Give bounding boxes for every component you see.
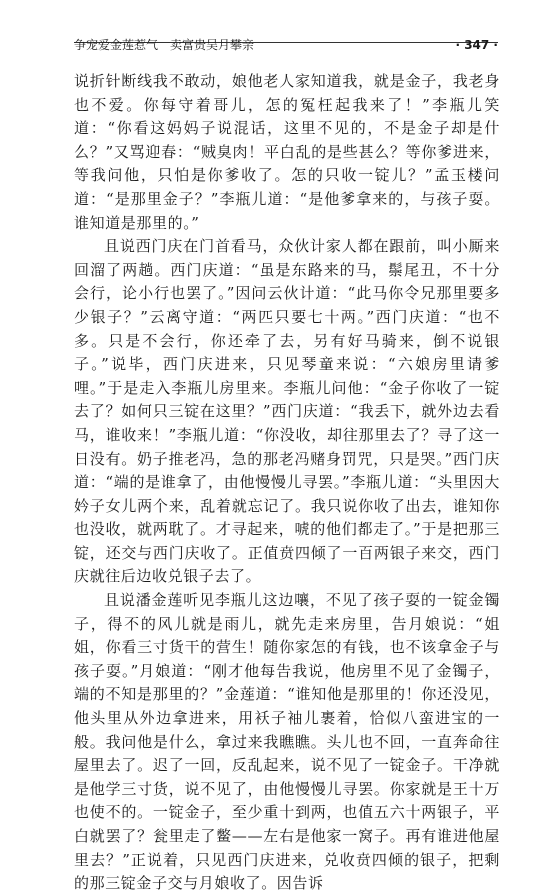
- paragraph: 说折针断线我不敢动，娘他老人家知道我，就是金子，我老身也不爱。你每守着哥儿，怎的冤枉起我来了！”李瓶儿笑道：“你看这妈妈子说混话，这里不见的，不是金子却是什么？”又骂迎春：“贼臭肉！平白乱的是些甚么？等你爹进来，等我问他，只怕是你爹收了。怎的只收一锭儿？”孟玉楼问道：“是那里金子？”李瓶儿道：“是他爹拿来的，与孩子耍。谁知道是那里的。”: [74, 72, 500, 232]
- body-text: [74, 70, 500, 896]
- paragraph: 且说西门庆在门首看马，众伙计家人都在跟前，叫小厮来回溜了两趟。西门庆道：“虽是东路来的马，鬃尾丑，不十分会行，论小行也罢了。”因问云伙计道：“此马你令兄那里要多少银子？”云离守道：“两匹只要七十两。”西门庆道：“也不多。只是不会行，你还牵了去，另有好马骑来，倒不说银子。”说毕，西门庆进来，只见琴童来说：“六娘房里请爹哩。”于是走入李瓶儿房里来。李瓶儿问他：“金子你收了一锭去了？如何只三锭在这里？”西门庆道：“我丢下，就外边去看马，谁收来！”李瓶儿道：“你没收，却往那里去了？寻了这一日没有。奶子推老冯，急的那老冯赌身罚咒，只是哭。”西门庆道：“端的是谁拿了，由他慢慢儿寻罢。”李瓶儿道：“头里因大妗子女儿两个来，乱着就忘记了。我只说你收了出去，谁知你也没收，就两耽了。才寻起来，唬的他们都走了。”于是把那三锭，还交与西门庆收了。正值贲四倾了一百两银子来交，西门庆就往后边收兑银子去了。: [74, 237, 500, 586]
- paragraph: 且说潘金莲听见李瓶儿这边嚷，不见了孩子耍的一锭金镯子，得不的风儿就是雨儿，就先走来房里，告月娘说：“姐姐，你看三寸货干的营生！随你家怎的有钱，也不该拿金子与孩子耍。”月娘道：“刚才他每告我说，他房里不见了金镯子，端的不知是那里的？”金莲道：“谁知他是那里的！你还没见，他头里从外边拿进来，用袄子袖儿裹着，恰似八蛮进宝的一般。我问他是什么，拿过来我瞧瞧。头儿也不回，一直奔命往屋里去了。迟了一回，反乱起来，说不见了一锭金子。干净就是他学三寸货，说不见了，由他慢慢儿寻罢。你家就是王十万也使不的。一锭金子，至少重十到两，也值五六十两银子，平白就罢了？瓮里走了鳖——左右是他家一窝子。再有谁进他屋里去？”正说着，只见西门庆进来，兑收贲四倾的银子，把剩的那三锭金子交与月娘收了。因告诉: [74, 591, 500, 893]
- chapter-title: 争宠爱金莲惹气 卖富贵吴月攀亲: [74, 38, 255, 52]
- page-number: · 347 ·: [455, 38, 498, 52]
- running-head: [74, 36, 498, 52]
